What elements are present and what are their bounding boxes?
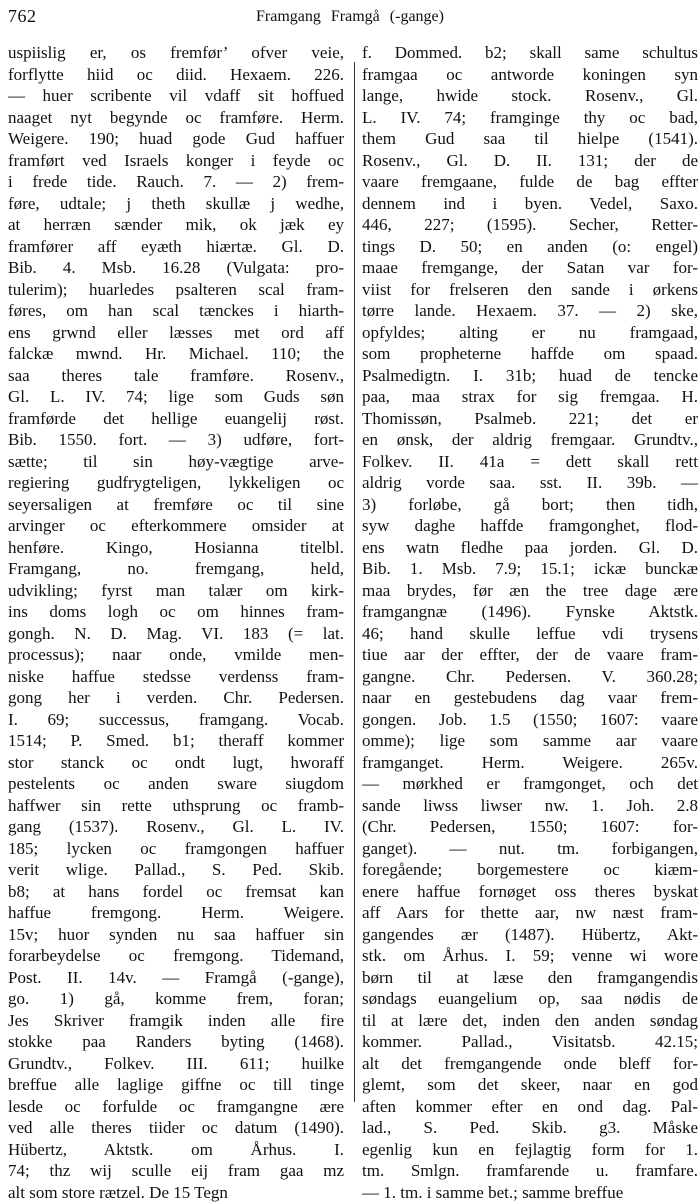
text-line: tings D. 50; en anden (o: engel) [362, 236, 698, 258]
text-line: viist for frelseren den sande i ørkens [362, 279, 698, 301]
text-line: I. 69; successus, framgang. Vocab. [8, 709, 344, 731]
text-line: foregående; borgemestere oc kiæm- [362, 859, 698, 881]
text-line: 46; hand skulle leffue vdi trysens [362, 623, 698, 645]
text-line: sætte; til sin høy-vægtige arve- [8, 451, 344, 473]
text-line: 1514; P. Smed. b1; theraff kommer [8, 730, 344, 752]
text-line: stokke paa Randers byting (1468). [8, 1031, 344, 1053]
text-line: lad., S. Ped. Skib. g3. Måske [362, 1117, 698, 1139]
text-line: lesde oc forfulde oc framgangne ære [8, 1096, 344, 1118]
text-line: føres, om han scal tænckes i hiarth- [8, 300, 344, 322]
text-line: — huer scribente vil vdaff sit hoffued [8, 85, 344, 107]
text-line: regiering gudfrygteligen, lykkeligen oc [8, 472, 344, 494]
running-head: Framgang Framgå (-gange) [0, 8, 700, 26]
text-line: i frede tide. Rauch. 7. — 2) frem- [8, 171, 344, 193]
text-line: alt det fremgangende onde bleff for- [362, 1053, 698, 1075]
text-line: them Gud saa til hielpe (1541). [362, 128, 698, 150]
text-line: paa, maa strax for sig fremgaa. H. [362, 386, 698, 408]
text-line: Bib. 1. Msb. 7.9; 15.1; ickæ bunckæ [362, 558, 698, 580]
text-line: saa theres tale framføre. Rosenv., [8, 365, 344, 387]
text-line: 446, 227; (1595). Secher, Retter- [362, 214, 698, 236]
text-line: breffue alle laglige giffne oc till tinge [8, 1074, 344, 1096]
text-line: ved alle theres tiider oc datum (1490). [8, 1117, 344, 1139]
text-line: sande liwss liwser nw. 1. Joh. 2.8 [362, 795, 698, 817]
text-line: forflytte hiid oc diid. Hexaem. 226. [8, 64, 344, 86]
text-line: tiue aar der effter, der de vaare fram- [362, 644, 698, 666]
text-line: processus); naar onde, vmilde men- [8, 644, 344, 666]
text-line: stk. om Århus. I. 59; venne wi wore [362, 945, 698, 967]
text-line: føre, udtale; j theth skullæ j wedhe, [8, 193, 344, 215]
text-line: som propheterne haffde om spaad. [362, 343, 698, 365]
column-divider [354, 62, 355, 1102]
text-line: Jes Skriver framgik inden alle fire [8, 1010, 344, 1032]
text-line: 185; lycken oc framgongen haffuer [8, 838, 344, 860]
text-line: udvikling; fyrst man talær om kirk- [8, 580, 344, 602]
text-line: aff Aars for thette aar, nw næst fram- [362, 902, 698, 924]
text-line: Folkev. II. 41a = dett skall rett [362, 451, 698, 473]
text-line: uspiislig er, os fremfør’ ofver veie, [8, 42, 344, 64]
left-column [8, 42, 344, 1203]
text-line: 3) forløbe, gå bort; then tidh, [362, 494, 698, 516]
text-line: ganget). — nut. tm. forbigangen, [362, 838, 698, 860]
text-line: maae fremgange, der Satan var for- [362, 257, 698, 279]
text-line: arvinger oc efterkommere omsider at [8, 515, 344, 537]
text-line: Rosenv., Gl. D. II. 131; der de [362, 150, 698, 172]
text-line: aldrig vorde saa. sst. II. 39b. — [362, 472, 698, 494]
text-line: — mørkhed er framgonget, och det [362, 773, 698, 795]
text-line: enere haffue fornøget oss theres byskat [362, 881, 698, 903]
text-line: til at lære det, inden den anden søndag [362, 1010, 698, 1032]
text-line: ens grwnd eller læsses met ord aff [8, 322, 344, 344]
text-line: en ønsk, der aldrig fremgaar. Grundtv., [362, 429, 698, 451]
text-line: Hübertz, Aktstk. om Århus. I. [8, 1139, 344, 1161]
text-line: tørre lande. Hexaem. 37. — 2) ske, [362, 300, 698, 322]
text-line: pestelents oc anden sware siugdom [8, 773, 344, 795]
page-header [0, 0, 700, 40]
text-line: naaget nyt begynde oc framføre. Herm. [8, 107, 344, 129]
text-line: Grundtv., Folkev. III. 611; huilke [8, 1053, 344, 1075]
text-line: framfører aff eyæth hiærtæ. Gl. D. [8, 236, 344, 258]
text-line: framganget. Herm. Weigere. 265v. [362, 752, 698, 774]
text-line: 15v; huor synden nu saa haffuer sin [8, 924, 344, 946]
text-line: forarbeydelse oc fremgong. Tidemand, [8, 945, 344, 967]
text-line: syw daghe haffde framgonghet, flod- [362, 515, 698, 537]
text-line: stor stanck oc ondt lugt, hworaff [8, 752, 344, 774]
text-line: alt som store rætzel. De 15 Tegn [8, 1182, 344, 1203]
text-line: gongen. Job. 1.5 (1550; 1607: vaare [362, 709, 698, 731]
text-line: henføre. Kingo, Hosianna titelbl. [8, 537, 344, 559]
text-line: framført ved Israels konger i feyde oc [8, 150, 344, 172]
text-line: go. 1) gå, komme frem, foran; [8, 988, 344, 1010]
text-line: tulerim); huarledes psalteren scal fram- [8, 279, 344, 301]
text-line: Thomissøn, Psalmeb. 221; det er [362, 408, 698, 430]
text-line: seyersaligen at fremføre oc til sine [8, 494, 344, 516]
right-column [362, 42, 698, 1203]
text-line: omme); lige som samme aar vaare [362, 730, 698, 752]
text-line: glemt, som det skeer, naar en god [362, 1074, 698, 1096]
text-line: opfyldes; alting er nu framgaad, [362, 322, 698, 344]
text-line: 74; thz wij sculle eij fram gaa mz [8, 1160, 344, 1182]
text-line: f. Dommed. b2; skall same schultus [362, 42, 698, 64]
text-line: haffwer sin rette uthsprung oc framb- [8, 795, 344, 817]
text-line: Gl. L. IV. 74; lige som Guds søn [8, 386, 344, 408]
text-line: framgangnæ (1496). Fynske Aktstk. [362, 601, 698, 623]
text-line: b8; at hans fordel oc fremsat kan [8, 881, 344, 903]
text-line: gongh. N. D. Mag. VI. 183 (= lat. [8, 623, 344, 645]
text-line: lange, hwide stock. Rosenv., Gl. [362, 85, 698, 107]
text-line: framførde det hellige euangelij røst. [8, 408, 344, 430]
text-line: falckæ mwnd. Hr. Michael. 110; the [8, 343, 344, 365]
text-line: Bib. 4. Msb. 16.28 (Vulgata: pro- [8, 257, 344, 279]
text-line: gang (1537). Rosenv., Gl. L. IV. [8, 816, 344, 838]
text-line: Post. II. 14v. — Framgå (-gange), [8, 967, 344, 989]
text-line: dennem ind i byen. Vedel, Saxo. [362, 193, 698, 215]
text-line: Framgang, no. fremgang, held, [8, 558, 344, 580]
text-line: maa brydes, før æn the tree dage ære [362, 580, 698, 602]
text-line: kommer. Pallad., Visitatsb. 42.15; [362, 1031, 698, 1053]
text-line: gangne. Chr. Pedersen. V. 360.28; [362, 666, 698, 688]
text-line: Psalmedigtn. I. 31b; huad de tencke [362, 365, 698, 387]
text-line: ins doms logh oc om hinnes fram- [8, 601, 344, 623]
text-line: søndags euangelium op, saa nødis de [362, 988, 698, 1010]
page-number: 762 [8, 6, 37, 27]
text-line: — 1. tm. i samme bet.; samme breffue [362, 1182, 698, 1203]
text-line: ens watn fledhe paa jorden. Gl. D. [362, 537, 698, 559]
text-line: vaare fremgaane, fulde de bag effter [362, 171, 698, 193]
text-line: framgaa oc antworde koningen syn [362, 64, 698, 86]
text-line: (Chr. Pedersen, 1550; 1607: for- [362, 816, 698, 838]
text-line: tm. Smlgn. framfarende u. framfare. [362, 1160, 698, 1182]
text-line: egenlig kun en fejlagtig form for 1. [362, 1139, 698, 1161]
text-line: haffue fremgong. Herm. Weigere. [8, 902, 344, 924]
text-line: gong her i verden. Chr. Pedersen. [8, 687, 344, 709]
text-line: gangendes ær (1487). Hübertz, Akt- [362, 924, 698, 946]
text-line: aften kommer efter en ond dag. Pal- [362, 1096, 698, 1118]
text-line: verit wlige. Pallad., S. Ped. Skib. [8, 859, 344, 881]
text-line: L. IV. 74; framginge thy oc bad, [362, 107, 698, 129]
text-line: naar en gestebudens dag vaar frem- [362, 687, 698, 709]
text-line: Bib. 1550. fort. — 3) udføre, fort- [8, 429, 344, 451]
text-line: niske haffue stedsse verdenss fram- [8, 666, 344, 688]
text-line: børn til at læse den framgangendis [362, 967, 698, 989]
text-line: Weigere. 190; huad gode Gud haffuer [8, 128, 344, 150]
text-line: at herræn sænder mik, ok jæk ey [8, 214, 344, 236]
